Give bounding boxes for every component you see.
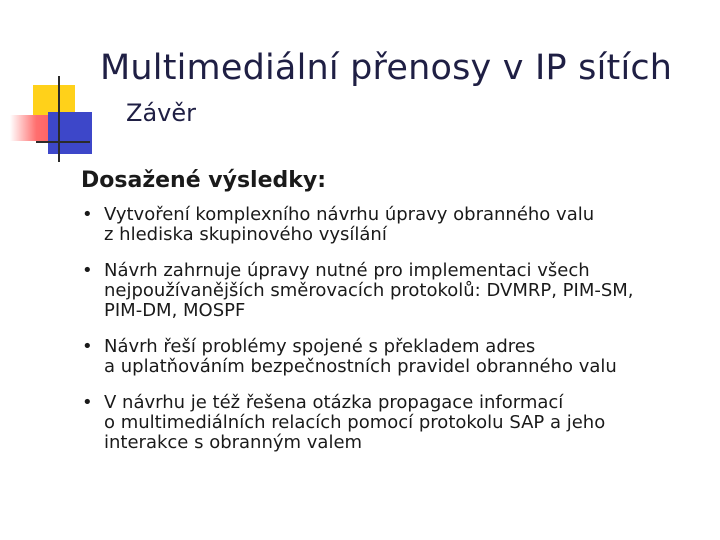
bullet-icon: • [82,392,93,413]
bullet-line: a uplatňováním bezpečnostních pravidel obranného valu [104,356,617,377]
bullet-line: o multimediálních relacích pomocí protokolu SAP a jeho [104,412,606,433]
bullet-icon: • [82,336,93,357]
bullet-line: nejpoužívanějších směrovacích protokolů: DVMRP, PIM-SM, [104,280,634,301]
bullet-item [80,261,700,321]
bullet-list [80,205,700,469]
bullet-line: Návrh řeší problémy spojené s překladem adres [104,336,536,357]
logo-blue-square [48,112,92,154]
bullet-line: Vytvoření komplexního návrhu úpravy obranného valu [104,204,595,225]
logo-vertical-line [58,76,60,162]
bullet-icon: • [82,204,93,225]
bullet-line: z hlediska skupinového vysílání [104,224,387,245]
bullet-line: Návrh zahrnuje úpravy nutné pro implementaci všech [104,260,590,281]
bullet-item [80,205,700,245]
bullet-line: PIM-DM, MOSPF [104,300,246,321]
slide-logo-decoration [0,0,100,170]
bullet-item [80,393,700,453]
bullet-icon: • [82,260,93,281]
slide-subtitle: Závěr [126,99,196,127]
bullet-item [80,337,700,377]
logo-horizontal-line [36,141,90,143]
slide-title: Multimediální přenosy v IP sítích [100,48,673,88]
bullet-line: V návrhu je též řešena otázka propagace informací [104,392,564,413]
bullet-line: interakce s obranným valem [104,432,363,453]
section-heading: Dosažené výsledky: [81,168,327,193]
